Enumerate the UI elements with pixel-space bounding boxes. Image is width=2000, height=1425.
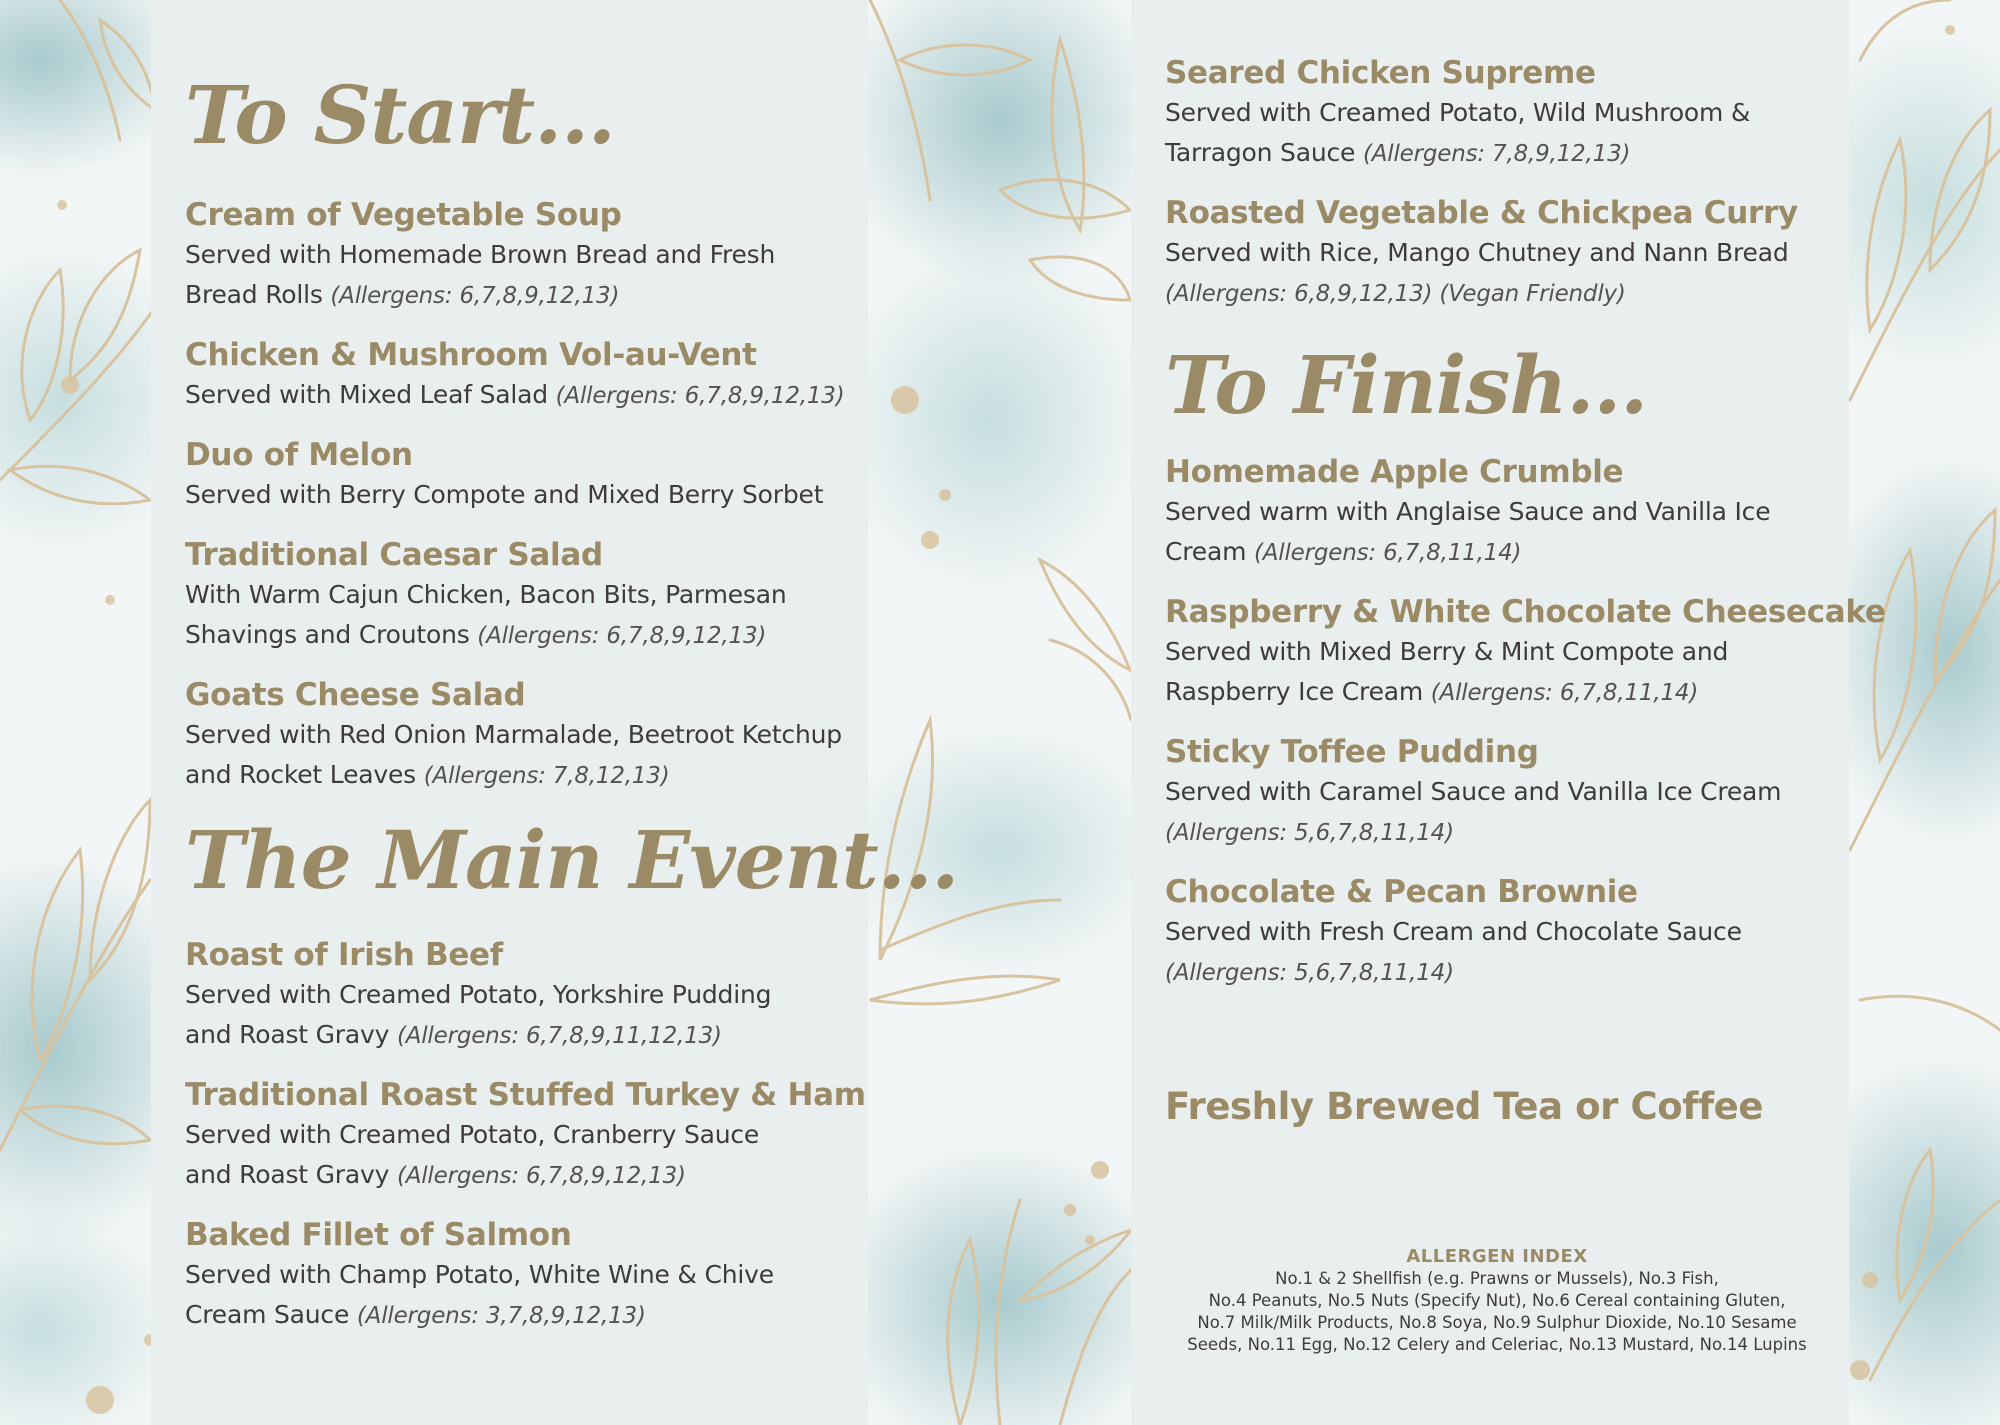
- description-line: [1165, 672, 1886, 713]
- menu-panel-left: [151, 0, 959, 1425]
- allergen-note: (Allergens: 6,8,9,12,13) (Vegan Friendly): [1165, 281, 1626, 307]
- section-heading-desserts: To Finish...: [1165, 338, 1648, 432]
- description-text: Shavings and Croutons: [185, 620, 470, 649]
- menu-item-description: [1165, 912, 1742, 993]
- description-line: [185, 755, 842, 796]
- description-text: and Roast Gravy: [185, 1160, 390, 1189]
- menu-item: [185, 335, 845, 416]
- description-line: [185, 1015, 771, 1056]
- allergen-index-line: No.1 & 2 Shellfish (e.g. Prawns or Mussels), No.3 Fish,: [1275, 1269, 1719, 1288]
- menu-item-name: Goats Cheese Salad: [185, 677, 526, 713]
- section-heading-mains: The Main Event...: [185, 813, 959, 907]
- menu-panel-right: [1131, 0, 1886, 1425]
- allergen-index-line: No.4 Peanuts, No.5 Nuts (Specify Nut), No.6 Cereal containing Gluten,: [1208, 1291, 1786, 1310]
- description-line: [185, 275, 775, 316]
- description-line: [1165, 273, 1798, 314]
- description-line: [185, 1295, 774, 1336]
- menu-item-name: Cream of Vegetable Soup: [185, 197, 622, 233]
- menu-item-description: [185, 375, 845, 416]
- description-line: With Warm Cajun Chicken, Bacon Bits, Parmesan: [185, 580, 787, 609]
- allergen-note: (Allergens: 6,7,8,9,11,12,13): [396, 1023, 722, 1049]
- menu-item-name: Homemade Apple Crumble: [1165, 454, 1624, 490]
- menu-item: [1165, 732, 1781, 853]
- allergen-index-line: Seeds, No.11 Egg, No.12 Celery and Celeriac, No.13 Mustard, No.14 Lupins: [1187, 1335, 1807, 1354]
- menu-item: [185, 675, 842, 796]
- description-text: Tarragon Sauce: [1165, 138, 1356, 167]
- description-line: [1165, 133, 1750, 174]
- description-line: Served with Creamed Potato, Wild Mushroom &: [1165, 98, 1751, 127]
- beverage-note: Freshly Brewed Tea or Coffee: [1165, 1085, 1764, 1128]
- description-line: [185, 375, 845, 416]
- menu-item: [185, 1075, 866, 1196]
- allergen-note: (Allergens: 6,7,8,11,14): [1430, 680, 1699, 706]
- description-line: Served warm with Anglaise Sauce and Vanilla Ice: [1165, 497, 1771, 526]
- description-line: [185, 615, 787, 656]
- allergen-note: (Allergens: 6,7,8,9,12,13): [555, 383, 845, 409]
- allergen-index-line: No.7 Milk/Milk Products, No.8 Soya, No.9 Sulphur Dioxide, No.10 Sesame: [1197, 1313, 1797, 1332]
- menu-item-name: Sticky Toffee Pudding: [1165, 734, 1539, 770]
- description-line: Served with Creamed Potato, Cranberry Sauce: [185, 1120, 760, 1149]
- description-text: and Rocket Leaves: [185, 760, 416, 789]
- menu-item-description: [185, 235, 775, 316]
- allergen-note: (Allergens: 6,7,8,9,12,13): [330, 283, 620, 309]
- menu-item-name: Duo of Melon: [185, 437, 413, 473]
- menu-item: [1165, 193, 1798, 314]
- description-text: Bread Rolls: [185, 280, 323, 309]
- description-line: Served with Champ Potato, White Wine & Chive: [185, 1260, 774, 1289]
- menu-item-description: [185, 1255, 774, 1336]
- menu-item-description: [185, 975, 771, 1056]
- menu-item-description: [185, 475, 823, 515]
- allergen-note: (Allergens: 5,6,7,8,11,14): [1165, 820, 1454, 846]
- allergen-note: (Allergens: 7,8,9,12,13): [1362, 141, 1631, 167]
- menu-item-description: [185, 575, 787, 656]
- description-text: and Roast Gravy: [185, 1020, 390, 1049]
- menu-item: [185, 1215, 774, 1336]
- description-line: Served with Mixed Berry & Mint Compote and: [1165, 637, 1729, 666]
- allergen-note: (Allergens: 6,7,8,9,12,13): [477, 623, 767, 649]
- allergen-note: (Allergens: 6,7,8,11,14): [1254, 540, 1522, 566]
- menu-item-name: Baked Fillet of Salmon: [185, 1217, 572, 1253]
- menu-item: [1165, 53, 1750, 174]
- menu-item: [1165, 452, 1770, 573]
- description-line: Served with Berry Compote and Mixed Berry Sorbet: [185, 480, 824, 509]
- menu-item-name: Traditional Roast Stuffed Turkey & Ham: [185, 1077, 866, 1113]
- menu-item: [1165, 872, 1742, 993]
- allergen-note: (Allergens: 7,8,12,13): [423, 763, 670, 789]
- section-heading-starters: To Start...: [185, 68, 615, 162]
- description-line: [1165, 532, 1770, 573]
- description-text: Cream Sauce: [185, 1300, 350, 1329]
- allergen-note: (Allergens: 6,7,8,9,12,13): [396, 1163, 686, 1189]
- menu-item: [185, 935, 771, 1056]
- description-line: [1165, 952, 1742, 993]
- description-line: Served with Homemade Brown Bread and Fresh: [185, 240, 776, 269]
- allergen-note: (Allergens: 3,7,8,9,12,13): [356, 1303, 646, 1329]
- menu-item-description: [1165, 632, 1886, 713]
- menu-item-name: Chocolate & Pecan Brownie: [1165, 874, 1638, 910]
- menu-item: [1165, 592, 1886, 713]
- menu-item-name: Roasted Vegetable & Chickpea Curry: [1165, 195, 1798, 231]
- menu-item-description: [1165, 93, 1750, 174]
- description-line: Served with Red Onion Marmalade, Beetroot Ketchup: [185, 720, 842, 749]
- menu-item-name: Seared Chicken Supreme: [1165, 55, 1596, 91]
- menu-item-description: [1165, 492, 1770, 573]
- menu-item: [185, 195, 775, 316]
- allergen-index-title: ALLERGEN INDEX: [1406, 1246, 1588, 1267]
- description-line: Served with Creamed Potato, Yorkshire Pudding: [185, 980, 772, 1009]
- menu-item-name: Traditional Caesar Salad: [185, 537, 603, 573]
- description-line: Served with Fresh Cream and Chocolate Sauce: [1165, 917, 1742, 946]
- menu-item-name: Raspberry & White Chocolate Cheesecake: [1165, 594, 1886, 630]
- menu-item-description: [1165, 233, 1798, 314]
- description-line: [1165, 812, 1781, 853]
- description-text: Raspberry Ice Cream: [1165, 677, 1424, 706]
- menu-item-name: Chicken & Mushroom Vol-au-Vent: [185, 337, 757, 373]
- description-line: Served with Rice, Mango Chutney and Nann Bread: [1165, 238, 1789, 267]
- description-text: Cream: [1165, 537, 1247, 566]
- allergen-note: (Allergens: 5,6,7,8,11,14): [1165, 960, 1454, 986]
- menu-item-description: [185, 1115, 866, 1196]
- allergen-index: [1165, 1246, 1829, 1356]
- description-line: [185, 1155, 866, 1196]
- description-line: Served with Caramel Sauce and Vanilla Ice Cream: [1165, 777, 1782, 806]
- menu-item-description: [185, 715, 842, 796]
- menu-item: [185, 535, 787, 656]
- menu-item: [185, 435, 823, 515]
- description-text: Served with Mixed Leaf Salad: [185, 380, 548, 409]
- menu-item-name: Roast of Irish Beef: [185, 937, 503, 973]
- menu-item-description: [1165, 772, 1781, 853]
